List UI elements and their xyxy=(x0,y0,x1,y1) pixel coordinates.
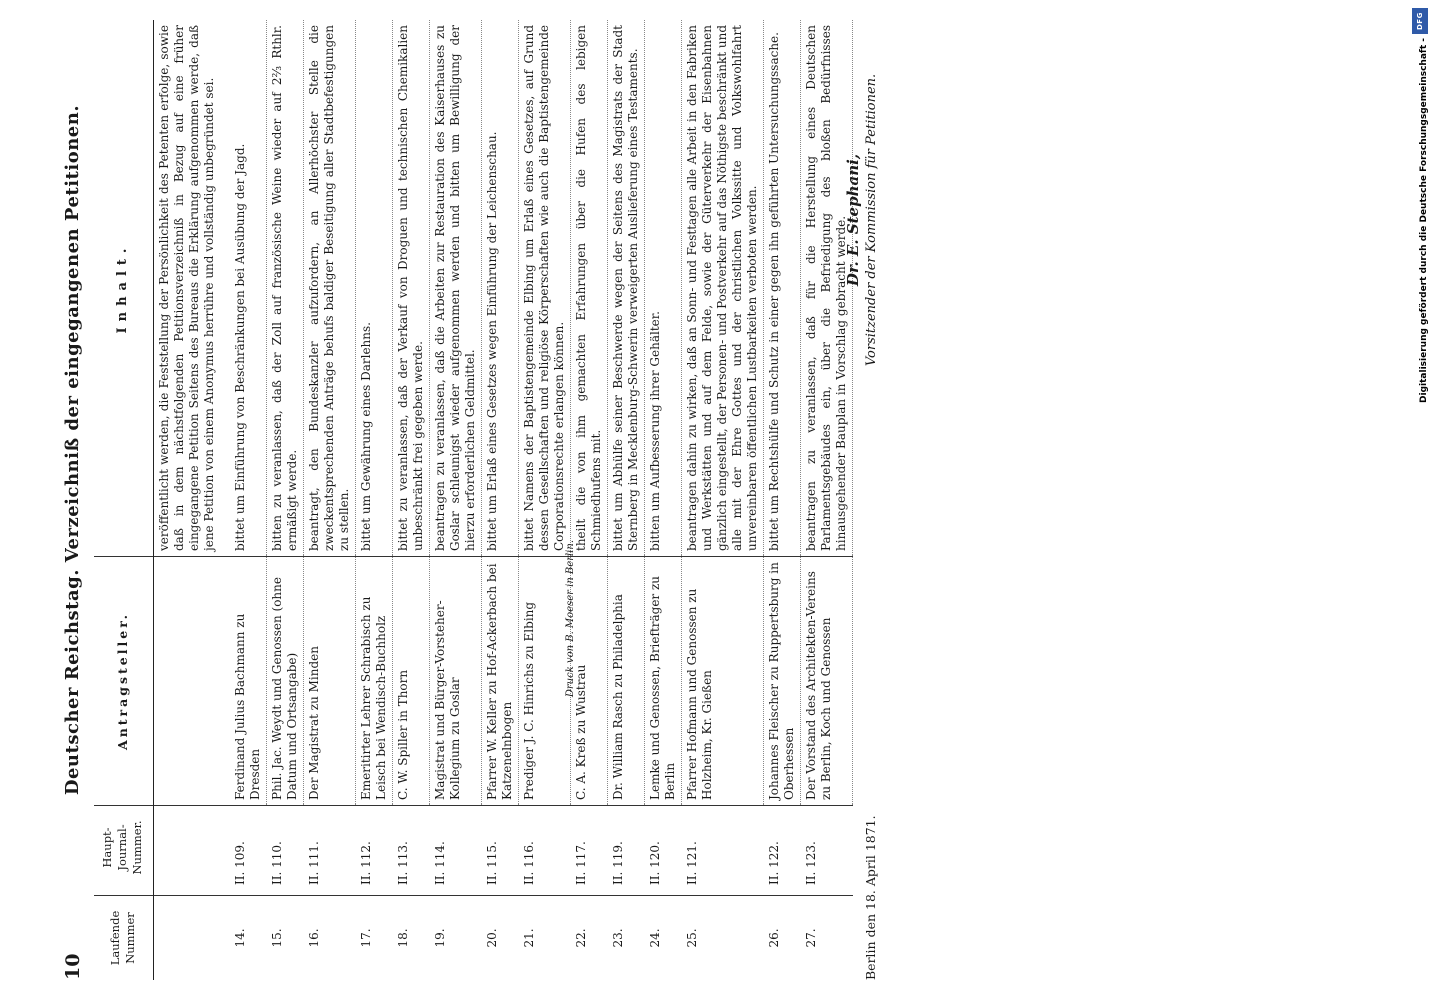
intro-row xyxy=(154,20,231,980)
row-hj: II. 119. xyxy=(608,806,645,896)
row-hj: II. 109. xyxy=(230,806,267,896)
row-lfd: 27. xyxy=(801,896,853,981)
row-hj: II. 114. xyxy=(430,806,482,896)
table-row xyxy=(304,20,356,980)
row-content: bittet um Erlaß eines Gesetzes wegen Einführung der Leichenschau. xyxy=(482,20,519,557)
row-lfd: 24. xyxy=(645,896,682,981)
row-applicant: C. A. Kreß zu Wustrau xyxy=(571,557,608,806)
row-applicant: Der Magistrat zu Minden xyxy=(304,557,356,806)
table-row xyxy=(393,20,430,980)
footer-date: Berlin den 18. April 1871. xyxy=(863,815,878,980)
row-applicant: C. W. Spiller in Thorn xyxy=(393,557,430,806)
row-lfd: 26. xyxy=(764,896,801,981)
intro-content: veröffentlicht werden, die Feststellung der Persönlichkeit des Petenten erfolge, sowie daß in dem nächstfolgenden Petitionsverzeichniß in Bezug auf eine früher eingegangene Petition Seitens des Bureaus die Erklärung aufgenommen werde, daß jene Petition von einem Anonymus herrühre und vollständig unbegründet sei. xyxy=(157,25,216,551)
table-row xyxy=(682,20,764,980)
row-applicant: Pfarrer W. Keller zu Hof-Ackerbach bei Katzenelnbogen xyxy=(482,557,519,806)
row-hj: II. 120. xyxy=(645,806,682,896)
row-content: beantragen zu veranlassen, daß die Arbeiten zur Restauration des Kaiserhauses zu Goslar schleunigst wieder aufgenommen werden und bitten um Bewilligung der hierzu erforderlichen Geldmittel. xyxy=(430,20,482,557)
row-hj: II. 123. xyxy=(801,806,853,896)
rotated-document-page xyxy=(44,20,1384,980)
row-content: bittet um Rechtshülfe und Schutz in einer gegen ihn geführten Untersuchungssache. xyxy=(764,20,801,557)
row-lfd: 21. xyxy=(519,896,571,981)
row-content: beantragt, den Bundeskanzler aufzufordern, an Allerhöchster Stelle die zweckentsprechenden Anträge behufs baldiger Beseitigung aller Stadtbefestigungen zu stellen. xyxy=(304,20,356,557)
header-lfd: Laufende Nummer xyxy=(94,896,154,981)
row-content: bittet um Einführung von Beschränkungen bei Ausübung der Jagd. xyxy=(230,20,267,557)
page-title: Deutscher Reichstag. Verzeichniß der eingegangenen Petitionen. xyxy=(62,104,83,796)
row-content: bittet Namens der Baptistengemeinde Elbing um Erlaß eines Gesetzes, auf Grund dessen Gesellschaften und religiöse Körperschaften wie auch die Baptistengemeinde Corporationsrechte erlangen können. xyxy=(519,20,571,557)
table-row xyxy=(356,20,393,980)
row-applicant: Prediger J. C. Hinrichs zu Elbing xyxy=(519,557,571,806)
table-row xyxy=(571,20,608,980)
table-header-row xyxy=(94,20,154,980)
signature-name: Dr. E. Stephani, xyxy=(844,153,862,287)
row-content: beantragen zu veranlassen, daß für die Herstellung eines Deutschen Parlamentsgebäudes ein, über die Befriedigung des bloßen Bedürfnisses hinausgehender Bauplan in Vorschlag gebracht werde. xyxy=(801,20,853,557)
row-content: bittet zu veranlassen, daß der Verkauf von Droguen und technischen Chemikalien unbeschränkt frei gegeben werde. xyxy=(393,20,430,557)
row-applicant: Ferdinand Julius Bachmann zu Dresden xyxy=(230,557,267,806)
row-content: bitten zu veranlassen, daß der Zoll auf französische Weine wieder auf 2⅔ Rthlr. ermäßigt werde. xyxy=(267,20,304,557)
row-hj: II. 117. xyxy=(571,806,608,896)
signature-block xyxy=(844,40,879,400)
row-lfd: 25. xyxy=(682,896,764,981)
row-lfd: 23. xyxy=(608,896,645,981)
row-hj: II. 111. xyxy=(304,806,356,896)
row-applicant: Der Vorstand des Architekten-Vereins zu Berlin, Koch und Genossen xyxy=(801,557,853,806)
page-number: 10 xyxy=(62,953,84,980)
row-applicant: Magistrat und Bürger-Vorsteher-Kollegium zu Goslar xyxy=(430,557,482,806)
petitions-table xyxy=(94,20,853,980)
header-hj: Haupt-Journal-Nummer. xyxy=(94,806,154,896)
row-hj: II. 122. xyxy=(764,806,801,896)
intro-hj xyxy=(154,806,231,896)
row-lfd: 20. xyxy=(482,896,519,981)
row-lfd: 22. xyxy=(571,896,608,981)
row-hj: II. 112. xyxy=(356,806,393,896)
row-content: bittet um Gewährung eines Darlehns. xyxy=(356,20,393,557)
table-row xyxy=(430,20,482,980)
signature-role: Vorsitzender der Kommission für Petitionen. xyxy=(864,73,879,367)
table-row xyxy=(764,20,801,980)
table-row xyxy=(230,20,267,980)
header-applicant: Antragsteller. xyxy=(94,557,154,806)
intro-applicant xyxy=(154,557,231,806)
row-content: bitten um Aufbesserung ihrer Gehälter. xyxy=(645,20,682,557)
row-lfd: 16. xyxy=(304,896,356,981)
table-row xyxy=(519,20,571,980)
row-lfd: 18. xyxy=(393,896,430,981)
dfg-logo: DFG xyxy=(1412,8,1428,34)
row-hj: II. 113. xyxy=(393,806,430,896)
row-lfd: 15. xyxy=(267,896,304,981)
intro-lfd xyxy=(154,896,231,981)
dfg-credit-strip xyxy=(1408,0,1432,1000)
row-hj: II. 110. xyxy=(267,806,304,896)
row-content: theilt die von ihm gemachten Erfahrungen über die Hufen des lebigen Schmiedhufens mit. xyxy=(571,20,608,557)
printer-text: Druck von B. Moeser in Berlin. xyxy=(565,540,576,698)
table-row xyxy=(482,20,519,980)
row-content: bittet um Abhülfe seiner Beschwerde wegen der Seitens des Magistrats der Stadt Sternberg in Mecklenburg-Schwerin verweigerten Auslieferung eines Testaments. xyxy=(608,20,645,557)
table-row xyxy=(267,20,304,980)
row-applicant: Pfarrer Hofmann und Genossen zu Holzheim, Kr. Gießen xyxy=(682,557,764,806)
row-content: beantragen dahin zu wirken, daß an Sonn- und Festtagen alle Arbeit in den Fabriken und Werkstätten und auf dem Felde, sowie der Güterverkehr der Eisenbahnen gänzlich eingestellt, der Personen- und Postverkehr auf das Nöthigste beschränkt und alle mit der Ehre Gottes und der christlichen Volkssitte und Volkswohlfahrt unvereinbaren öffentlichen Lustbarkeiten verboten werden. xyxy=(682,20,764,557)
row-lfd: 17. xyxy=(356,896,393,981)
row-hj: II. 116. xyxy=(519,806,571,896)
row-lfd: 14. xyxy=(230,896,267,981)
row-applicant: Johannes Fleischer zu Ruppertsburg in Oberhessen xyxy=(764,557,801,806)
row-hj: II. 121. xyxy=(682,806,764,896)
dfg-credit-text: Digitalisierung gefördert durch die Deutsche Forschungsgemeinschaft - xyxy=(1419,38,1429,403)
row-applicant: Dr. William Rasch zu Philadelphia xyxy=(608,557,645,806)
row-hj: II. 115. xyxy=(482,806,519,896)
row-applicant: Emeritirter Lehrer Schrabisch zu Leisch bei Wendisch-Buchholz xyxy=(356,557,393,806)
row-lfd: 19. xyxy=(430,896,482,981)
row-applicant: Lemke und Genossen, Briefträger zu Berlin xyxy=(645,557,682,806)
printer-note xyxy=(565,540,579,698)
row-applicant: Phil. Jac. Weydt und Genossen (ohne Datum und Ortsangabe) xyxy=(267,557,304,806)
table-row xyxy=(608,20,645,980)
table-row xyxy=(645,20,682,980)
header-content: Inhalt. xyxy=(94,20,154,557)
